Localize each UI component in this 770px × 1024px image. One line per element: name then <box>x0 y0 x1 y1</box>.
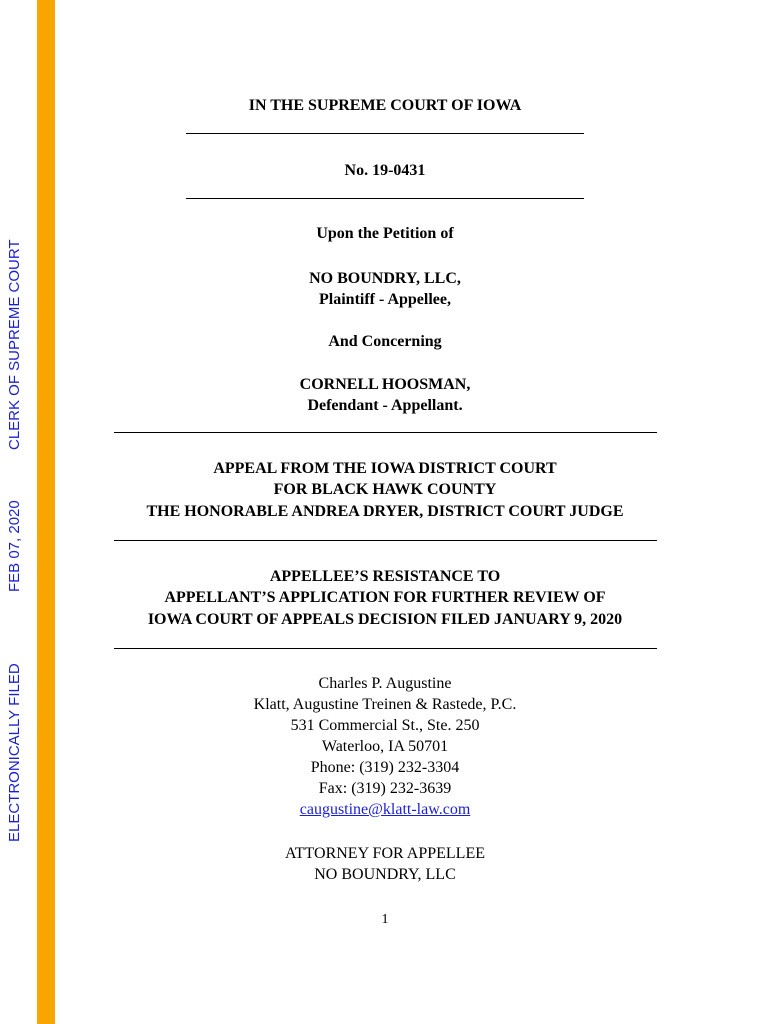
concerning-label: And Concerning <box>328 333 442 350</box>
stamp-filed-date: FEB 07, 2020 <box>6 500 23 592</box>
attorney-email-link[interactable]: caugustine@klatt-law.com <box>299 801 471 818</box>
divider <box>114 540 657 541</box>
attorney-address: 531 Commercial St., Ste. 250 <box>290 717 480 734</box>
appeal-line: FOR BLACK HAWK COUNTY <box>273 481 497 498</box>
stamp-electronically-filed: ELECTRONICALLY FILED <box>6 663 23 842</box>
document-title-line: APPELLANT’S APPLICATION FOR FURTHER REVIEW OF <box>164 589 606 606</box>
attorney-for-line: NO BOUNDRY, LLC <box>314 866 456 883</box>
plaintiff-role: Plaintiff - Appellee, <box>319 291 451 308</box>
plaintiff-name: NO BOUNDRY, LLC, <box>309 270 461 287</box>
attorney-city: Waterloo, IA 50701 <box>321 738 449 755</box>
attorney-for-line: ATTORNEY FOR APPELLEE <box>284 845 485 862</box>
filing-stripe <box>37 0 55 1024</box>
filing-stamp <box>6 0 32 1024</box>
court-heading: IN THE SUPREME COURT OF IOWA <box>248 97 522 114</box>
defendant-name: CORNELL HOOSMAN, <box>299 376 471 393</box>
divider <box>114 432 657 433</box>
attorney-phone: Phone: (319) 232-3304 <box>310 759 460 776</box>
appeal-line: THE HONORABLE ANDREA DRYER, DISTRICT COURT JUDGE <box>146 503 624 520</box>
attorney-email-line <box>60 799 710 820</box>
page-number: 1 <box>381 912 389 927</box>
divider <box>186 133 584 134</box>
defendant-role: Defendant - Appellant. <box>307 397 463 414</box>
petition-intro: Upon the Petition of <box>316 225 454 242</box>
attorney-fax: Fax: (319) 232-3639 <box>318 780 452 797</box>
case-number: No. 19-0431 <box>344 162 426 179</box>
attorney-firm: Klatt, Augustine Treinen & Rastede, P.C. <box>253 696 517 713</box>
document-title-line: APPELLEE’S RESISTANCE TO <box>269 568 501 585</box>
document-title-line: IOWA COURT OF APPEALS DECISION FILED JANUARY 9, 2020 <box>147 611 623 628</box>
attorney-name: Charles P. Augustine <box>318 675 452 692</box>
stamp-clerk: CLERK OF SUPREME COURT <box>6 239 23 450</box>
appeal-line: APPEAL FROM THE IOWA DISTRICT COURT <box>213 460 557 477</box>
divider <box>114 648 657 649</box>
divider <box>186 198 584 199</box>
